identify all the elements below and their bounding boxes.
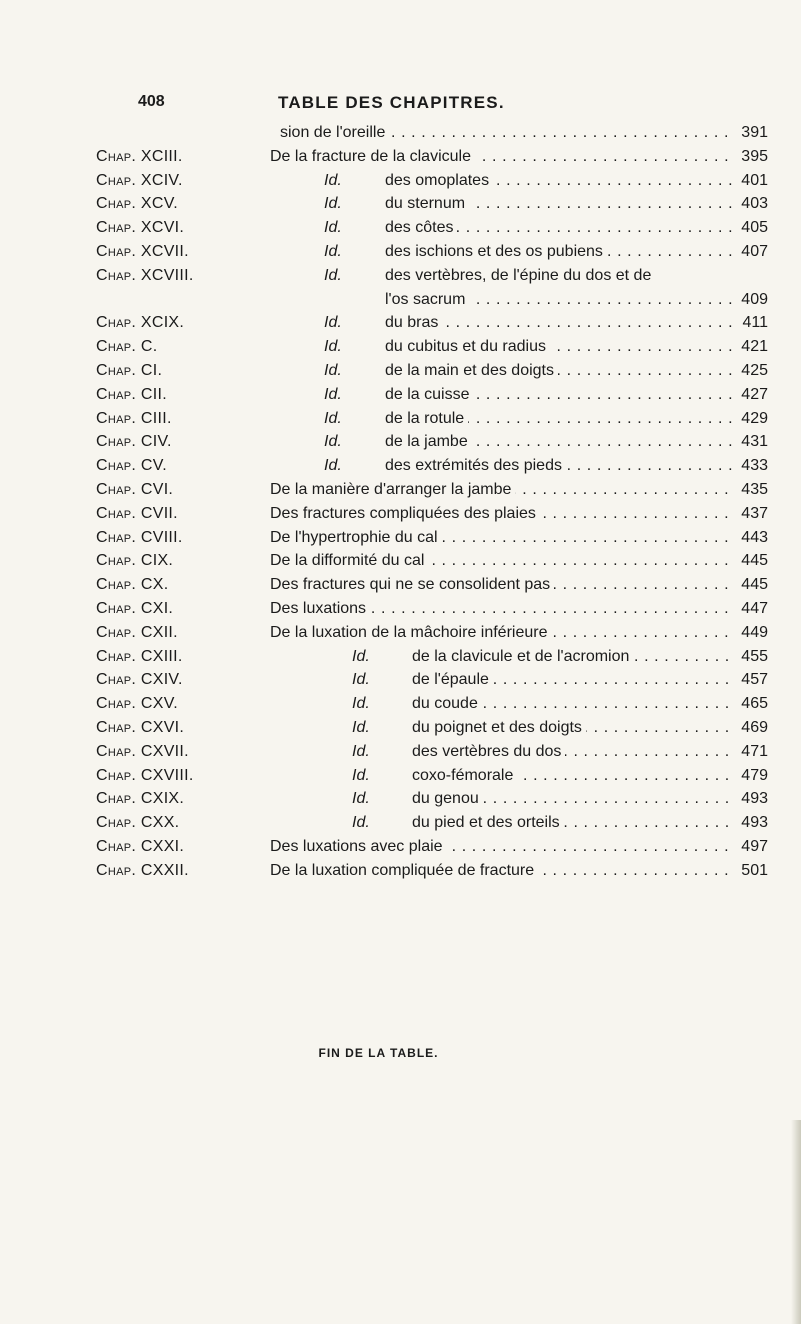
chapter-number: Chap. CIII.	[96, 409, 172, 427]
chapter-number: Chap. XCVIII.	[96, 266, 194, 284]
chapter-title-leader	[385, 359, 735, 383]
end-of-table-text: FIN DE LA TABLE.	[318, 1046, 439, 1060]
toc-entry	[0, 549, 801, 573]
chapter-title: du sternum	[385, 195, 469, 212]
page-reference: 411	[738, 311, 768, 335]
chapter-title: Des luxations avec plaie	[270, 838, 447, 855]
chapter-title-leader	[412, 764, 735, 788]
chapter-title-leader	[412, 740, 735, 764]
chapter-number: Chap. CV.	[96, 457, 167, 475]
idem-mark: Id.	[324, 338, 342, 356]
chapter-title: des omoplates	[385, 172, 493, 189]
chapter-title: De la difformité du cal	[270, 552, 428, 569]
chapter-title-leader	[385, 454, 735, 478]
chapter-number: Chap. CX.	[96, 576, 169, 594]
toc-entry	[0, 407, 801, 431]
chapter-number: Chap. CXXII.	[96, 861, 189, 879]
chapter-title: sion de l'oreille	[280, 124, 389, 141]
page-reference: 445	[737, 573, 768, 597]
chapter-title: de l'épaule	[412, 671, 493, 688]
toc-entry	[0, 216, 801, 240]
chapter-number: Chap. CXIX.	[96, 790, 185, 808]
page-reference: 401	[737, 169, 768, 193]
page-reference: 431	[737, 430, 768, 454]
chapter-number: Chap. XCIII.	[96, 147, 183, 165]
toc-entry	[0, 692, 801, 716]
chapter-title: des vertèbres, de l'épine du dos et de	[385, 266, 652, 284]
toc-entry	[0, 740, 801, 764]
running-title: TABLE DES CHAPITRES.	[278, 93, 505, 112]
toc-entry	[0, 526, 801, 550]
page-reference: 405	[737, 216, 768, 240]
page-edge-shadow	[791, 1120, 801, 1324]
page-reference: 493	[737, 787, 768, 811]
chapter-title-leader	[385, 216, 735, 240]
chapter-number: Chap. CXI.	[96, 600, 174, 617]
page-reference: 435	[737, 478, 768, 502]
chapter-title-leader	[412, 811, 735, 835]
chapter-title-leader	[280, 121, 735, 145]
toc-entry	[0, 335, 801, 359]
idem-mark: Id.	[324, 385, 342, 403]
chapter-number: Chap. XCV.	[96, 195, 178, 213]
page-reference: 443	[737, 526, 768, 550]
chapter-number: Chap. XCVII.	[96, 243, 189, 260]
chapter-title-leader	[385, 430, 735, 454]
chapter-title: l'os sacrum	[385, 291, 469, 308]
page-reference: 455	[737, 645, 768, 669]
page-reference: 449	[737, 621, 768, 645]
toc-entry	[0, 597, 801, 621]
chapter-title: Des fractures qui ne se consolident pas	[270, 576, 554, 593]
chapter-title: de la clavicule et de l'acromion	[412, 648, 633, 665]
idem-mark: Id.	[324, 409, 342, 427]
page-reference: 479	[737, 764, 768, 788]
chapter-title-leader	[270, 478, 735, 502]
chapter-title-leader	[270, 549, 735, 573]
chapter-title: du coude	[412, 695, 482, 712]
page-reference: 407	[737, 240, 768, 264]
chapter-title: De la manière d'arranger la jambe	[270, 481, 515, 498]
chapter-title-leader	[412, 787, 735, 811]
end-of-table	[0, 1046, 801, 1060]
toc-entry	[0, 454, 801, 478]
page-reference: 429	[737, 407, 768, 431]
chapter-number: Chap. CIV.	[96, 433, 172, 451]
page-reference: 447	[737, 597, 768, 621]
chapter-number: Chap. CVIII.	[96, 528, 183, 546]
chapter-number: Chap. XCIV.	[96, 171, 183, 189]
chapter-number: Chap. CXV.	[96, 695, 178, 713]
chapter-number: Chap. CXX.	[96, 814, 180, 832]
chapter-title: des vertèbres du dos	[412, 743, 565, 760]
idem-mark: Id.	[324, 219, 342, 237]
chapter-title-leader	[270, 597, 735, 621]
chapter-number: Chap. CXVIII.	[96, 766, 194, 784]
idem-mark: Id.	[324, 171, 342, 189]
chapter-title: de la main et des doigts	[385, 362, 558, 379]
chapter-number: Chap. XCVI.	[96, 219, 185, 237]
chapter-number: Chap. XCIX.	[96, 314, 185, 332]
idem-mark: Id.	[352, 671, 370, 689]
page-reference: 427	[737, 383, 768, 407]
chapter-title-leader	[270, 835, 735, 859]
idem-mark: Id.	[352, 742, 370, 760]
toc-entry	[0, 811, 801, 835]
chapter-title: de la cuisse	[385, 386, 474, 403]
toc-entry	[0, 430, 801, 454]
chapter-title-leader	[412, 645, 735, 669]
chapter-title: De la luxation compliquée de fracture	[270, 862, 538, 879]
chapter-title: De l'hypertrophie du cal	[270, 529, 442, 546]
chapter-title: De la luxation de la mâchoire inférieure	[270, 624, 551, 641]
toc-entry	[0, 668, 801, 692]
toc-entry	[0, 645, 801, 669]
page-reference: 421	[737, 335, 768, 359]
idem-mark: Id.	[324, 266, 342, 284]
idem-mark: Id.	[324, 433, 342, 451]
toc-entry	[0, 169, 801, 193]
chapter-title-leader	[412, 668, 735, 692]
chapter-title-leader	[270, 621, 735, 645]
chapter-number: Chap. CIX.	[96, 552, 174, 570]
chapter-title-leader	[270, 526, 735, 550]
chapter-title: des côtes	[385, 219, 457, 236]
idem-mark: Id.	[324, 195, 342, 213]
toc-entry	[0, 787, 801, 811]
chapter-title: du bras	[385, 314, 442, 331]
chapter-number: Chap. CXII.	[96, 623, 178, 641]
chapter-title: de la jambe	[385, 433, 472, 450]
chapter-title: du cubitus et du radius	[385, 338, 550, 355]
chapter-title-leader	[412, 716, 735, 740]
chapter-title-leader	[270, 145, 735, 169]
toc-entry	[0, 359, 801, 383]
page-reference: 409	[737, 288, 768, 312]
page-reference: 433	[737, 454, 768, 478]
idem-mark: Id.	[352, 790, 370, 808]
chapter-title-leader	[385, 192, 735, 216]
toc-entry	[0, 383, 801, 407]
toc-entry	[0, 621, 801, 645]
chapter-title: des ischions et des os pubiens	[385, 243, 607, 260]
page-header	[0, 93, 801, 117]
chapter-title: du genou	[412, 790, 483, 807]
toc-entry	[0, 859, 801, 883]
chapter-number: Chap. CXXI.	[96, 838, 185, 855]
chapter-title-leader	[385, 311, 735, 335]
chapter-number: Chap. CXIII.	[96, 647, 183, 665]
idem-mark: Id.	[352, 695, 370, 713]
chapter-title: du poignet et des doigts	[412, 719, 586, 736]
chapter-title-leader	[385, 407, 735, 431]
page-reference: 493	[737, 811, 768, 835]
chapter-title: Des luxations	[270, 600, 370, 617]
chapter-title-leader	[270, 859, 735, 883]
idem-mark: Id.	[352, 814, 370, 832]
idem-mark: Id.	[352, 647, 370, 665]
toc-entry	[0, 764, 801, 788]
chapter-title-leader	[412, 692, 735, 716]
idem-mark: Id.	[324, 314, 342, 332]
chapter-title: du pied et des orteils	[412, 814, 564, 831]
chapter-title-leader	[270, 502, 735, 526]
toc-entry	[0, 240, 801, 264]
idem-mark: Id.	[324, 362, 342, 379]
toc-entry	[0, 145, 801, 169]
chapter-title-leader	[385, 383, 735, 407]
page-reference: 425	[737, 359, 768, 383]
chapter-title: de la rotule	[385, 410, 468, 427]
idem-mark: Id.	[352, 719, 370, 736]
chapter-title-leader	[270, 573, 735, 597]
chapter-title-leader	[385, 169, 735, 193]
chapter-number: Chap. C.	[96, 338, 158, 356]
toc-entry	[0, 478, 801, 502]
page-reference: 469	[737, 716, 768, 740]
chapter-title: des extrémités des pieds	[385, 457, 566, 474]
toc-entry	[0, 311, 801, 335]
chapter-number: Chap. CXIV.	[96, 671, 183, 689]
toc-entry	[0, 716, 801, 740]
chapter-title: De la fracture de la clavicule	[270, 148, 475, 165]
page-number: 408	[138, 93, 165, 110]
toc-entry	[0, 573, 801, 597]
page-reference: 501	[737, 859, 768, 883]
chapter-title: Des fractures compliquées des plaies	[270, 505, 540, 522]
chapter-title-leader	[385, 288, 735, 312]
chapter-number: Chap. CVII.	[96, 504, 178, 522]
idem-mark: Id.	[352, 766, 370, 784]
toc-entry	[0, 121, 801, 145]
chapter-number: Chap. CI.	[96, 362, 163, 379]
idem-mark: Id.	[324, 457, 342, 475]
chapter-title-leader	[385, 240, 735, 264]
toc-entry	[0, 502, 801, 526]
page-reference: 471	[737, 740, 768, 764]
page-reference: 445	[737, 549, 768, 573]
page-reference: 403	[737, 192, 768, 216]
chapter-number: Chap. CII.	[96, 385, 167, 403]
page-reference: 395	[737, 145, 768, 169]
chapter-title-leader	[385, 335, 735, 359]
page-reference: 391	[737, 121, 768, 145]
toc-entry	[0, 288, 801, 312]
page-reference: 457	[737, 668, 768, 692]
idem-mark: Id.	[324, 243, 342, 260]
toc-entry	[0, 192, 801, 216]
page-reference: 465	[737, 692, 768, 716]
chapter-number: Chap. CXVII.	[96, 742, 189, 760]
chapter-number: Chap. CVI.	[96, 481, 174, 498]
toc-entry	[0, 264, 801, 288]
page-reference: 437	[737, 502, 768, 526]
toc-entry	[0, 835, 801, 859]
chapter-title: coxo-fémorale	[412, 767, 517, 784]
page-reference: 497	[737, 835, 768, 859]
chapter-number: Chap. CXVI.	[96, 719, 185, 736]
